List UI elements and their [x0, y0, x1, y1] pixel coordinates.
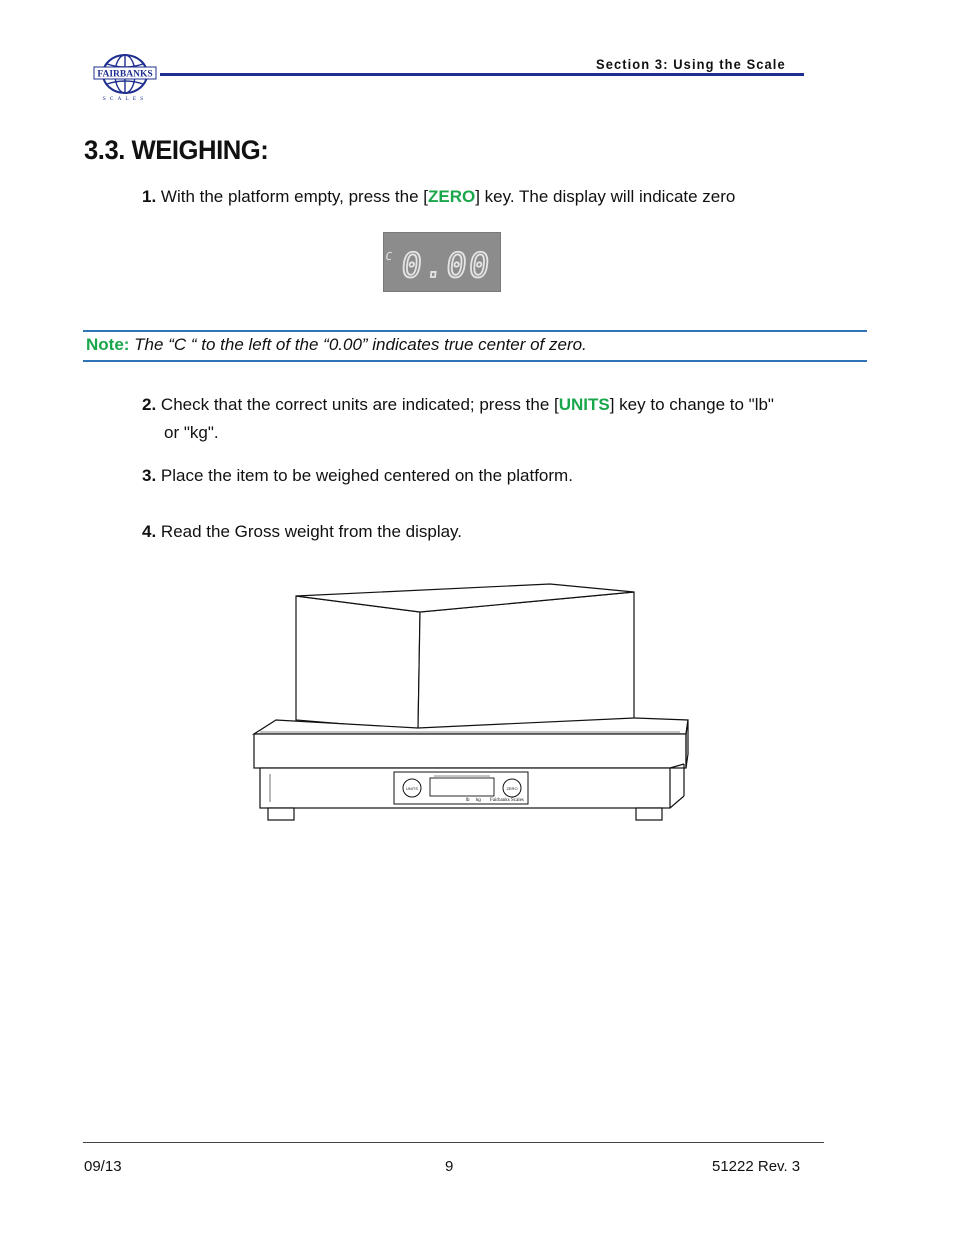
step-1	[142, 183, 735, 211]
note	[86, 335, 587, 355]
step-number: 3.	[142, 466, 157, 485]
footer-rule	[83, 1142, 824, 1143]
step-text: ] key to change to "lb"	[609, 395, 774, 414]
logo-subtext: SCALES	[102, 96, 148, 102]
footer-document-revision: 51222 Rev. 3	[712, 1158, 801, 1175]
step-text: With the platform empty, press the [	[156, 187, 428, 206]
step-number: 4.	[142, 522, 157, 541]
step-4	[142, 518, 462, 546]
section-label: Section 3: Using the Scale	[596, 56, 786, 72]
step-3	[142, 462, 573, 490]
display-reading: 0.00	[399, 246, 494, 286]
header-rule	[160, 73, 804, 76]
logo-text: FAIRBANKS	[97, 69, 153, 80]
footer-date: 09/13	[84, 1158, 122, 1175]
lcd-display	[383, 232, 501, 292]
step-text: Read the Gross weight from the display.	[156, 522, 463, 541]
step-text: Check that the correct units are indicated; press the [	[156, 395, 559, 414]
note-label: Note:	[86, 335, 130, 354]
scale-illustration	[250, 582, 690, 824]
platform-drawing	[254, 718, 688, 820]
unit-kg-label: kg	[476, 797, 481, 802]
brand-label: Fairbanks Scales	[490, 798, 524, 803]
step-number: 2.	[142, 395, 157, 414]
box-drawing	[296, 584, 634, 730]
step-text: ] key. The display will indicate zero	[475, 187, 736, 206]
footer-page-number: 9	[445, 1158, 454, 1175]
step-text: Place the item to be weighed centered on the platform.	[156, 466, 573, 485]
page-heading: 3.3. WEIGHING:	[84, 135, 269, 165]
unit-lb-label: lb	[466, 797, 470, 802]
step-number: 1.	[142, 187, 157, 206]
step-2	[142, 391, 862, 447]
zero-button: ZERO	[506, 786, 518, 791]
note-text: The “C “ to the left of the “0.00” indicates true center of zero.	[129, 335, 587, 354]
step-text-continued: or "kg".	[164, 423, 219, 442]
zero-key-label: ZERO	[427, 187, 476, 206]
center-of-zero-indicator: C	[384, 250, 394, 263]
units-key-label: UNITS	[558, 395, 610, 414]
units-button: UNITS	[406, 786, 418, 791]
fairbanks-logo	[92, 52, 158, 102]
